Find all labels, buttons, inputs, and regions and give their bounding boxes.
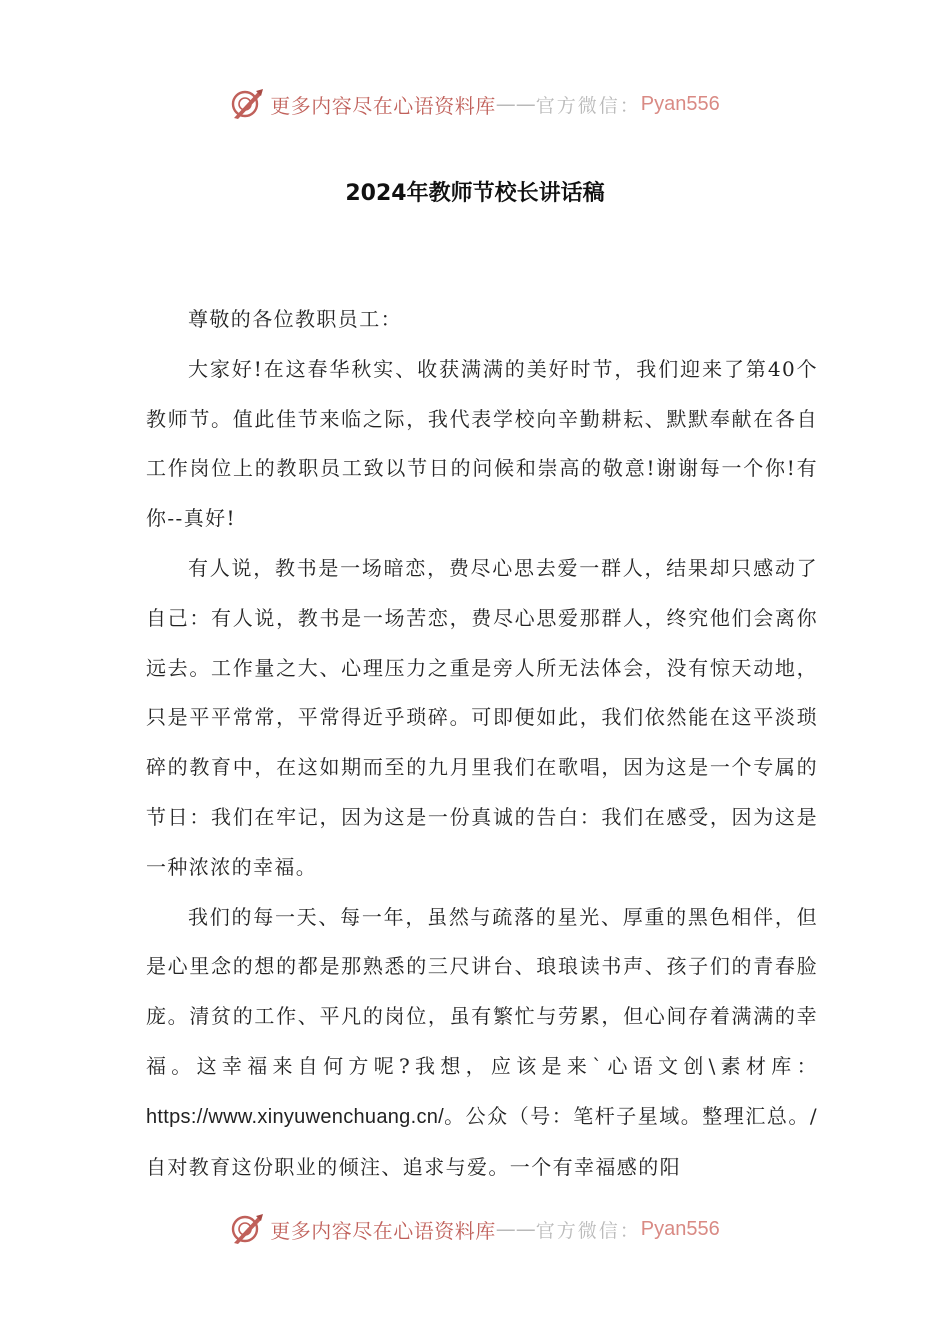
banner-wechat-id: Pyan556: [640, 1217, 720, 1240]
source-url-link[interactable]: https://www.xinyuwenchuang.cn/: [146, 1105, 445, 1128]
banner-main-text: 更多内容尽在心语资料库: [270, 93, 496, 118]
document-body: [146, 295, 818, 1192]
document-title: 2024年教师节校长讲话稿: [345, 181, 605, 206]
paragraph-3-text-a: 我们的每一天、每一年，虽然与疏落的星光、厚重的黑色相伴，但是心里念的想的都是那熟悉的三尺讲台、琅琅读书声、孩子们的青春脸庞。清贫的工作、平凡的岗位，虽有繁忙与劳累，但心间存着满满的幸福。这幸福来自何方呢?我想，应该是来`心语文创\素材库：: [146, 904, 818, 1078]
quill-pen-logo-icon: [230, 87, 264, 121]
greeting-paragraph: 尊敬的各位教职员工：: [188, 307, 402, 331]
header-watermark-banner: [0, 84, 950, 124]
paragraph-1: 大家好!在这春华秋实、收获满满的美好时节，我们迎来了第40个教师节。值此佳节来临之际，我代表学校向辛勤耕耘、默默奉献在各自工作岗位上的教职员工致以节日的问候和崇高的敬意!谢谢每一个你!有你--真好!: [146, 356, 818, 531]
paragraph-3-text-b: 。公众（号：笔杆子星域。整理汇总。/自对教育这份职业的倾注、追求与爱。一个有幸福感的阳: [146, 1103, 818, 1179]
banner-main-text: 更多内容尽在心语资料库: [270, 1218, 496, 1243]
banner-wechat-id: Pyan556: [640, 92, 720, 115]
paragraph-3: [146, 893, 818, 1193]
footer-watermark-banner: [0, 1209, 950, 1249]
quill-pen-logo-icon: [230, 1212, 264, 1246]
banner-separator: ——: [495, 1217, 536, 1241]
banner-separator: ——: [495, 92, 536, 116]
banner-wechat-label: 官方微信：: [535, 1219, 641, 1242]
paragraph-2: 有人说，教书是一场暗恋，费尽心思去爱一群人，结果却只感动了自己：有人说，教书是一场苦恋，费尽心思爱那群人，终究他们会离你远去。工作量之大、心理压力之重是旁人所无法体会，没有惊天动地，只是平平常常，平常得近乎琐碎。可即便如此，我们依然能在这平淡琐碎的教育中，在这如期而至的九月里我们在歌唱，因为这是一个专属的节日：我们在牢记，因为这是一份真诚的告白：我们在感受，因为这是一种浓浓的幸福。: [146, 555, 818, 879]
banner-wechat-label: 官方微信：: [535, 94, 641, 117]
